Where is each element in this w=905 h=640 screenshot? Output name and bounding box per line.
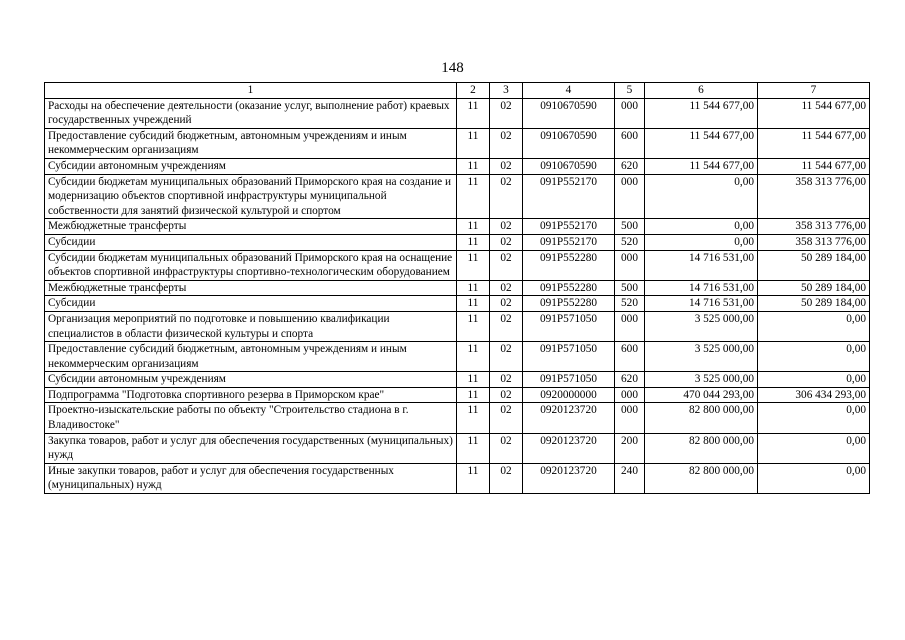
section-cell: 11 bbox=[457, 128, 490, 158]
column-header: 4 bbox=[523, 83, 615, 99]
column-header: 5 bbox=[615, 83, 645, 99]
amount-col7-cell: 11 544 677,00 bbox=[758, 158, 870, 174]
column-header: 7 bbox=[758, 83, 870, 99]
amount-col7-cell: 11 544 677,00 bbox=[758, 98, 870, 128]
amount-col7-cell: 0,00 bbox=[758, 372, 870, 388]
section-cell: 11 bbox=[457, 296, 490, 312]
column-header: 6 bbox=[645, 83, 758, 99]
row-name-cell: Организация мероприятий по подготовке и повышению квалификации специалистов в области физической культуры и спорта bbox=[45, 311, 457, 341]
row-name-cell: Субсидии bbox=[45, 234, 457, 250]
table-row bbox=[45, 296, 870, 312]
section-cell: 11 bbox=[457, 311, 490, 341]
expense-type-cell: 000 bbox=[615, 387, 645, 403]
expense-type-cell: 500 bbox=[615, 280, 645, 296]
subsection-cell: 02 bbox=[490, 98, 523, 128]
row-name-cell: Расходы на обеспечение деятельности (оказание услуг, выполнение работ) краевых государственных учреждений bbox=[45, 98, 457, 128]
subsection-cell: 02 bbox=[490, 387, 523, 403]
row-name-cell: Проектно-изыскательские работы по объекту "Строительство стадиона в г. Владивостоке" bbox=[45, 403, 457, 433]
table-row bbox=[45, 174, 870, 219]
target-code-cell: 0920123720 bbox=[523, 463, 615, 493]
header-row bbox=[45, 83, 870, 99]
table-row bbox=[45, 128, 870, 158]
subsection-cell: 02 bbox=[490, 250, 523, 280]
section-cell: 11 bbox=[457, 372, 490, 388]
row-name-cell: Субсидии бюджетам муниципальных образований Приморского края на создание и модернизацию объектов спортивной инфраструктуры муниципальной собственности для занятий физической культурой и спортом bbox=[45, 174, 457, 219]
table-row bbox=[45, 311, 870, 341]
table-row bbox=[45, 463, 870, 493]
expense-type-cell: 200 bbox=[615, 433, 645, 463]
amount-col6-cell: 0,00 bbox=[645, 174, 758, 219]
subsection-cell: 02 bbox=[490, 280, 523, 296]
table-row bbox=[45, 98, 870, 128]
table-row bbox=[45, 280, 870, 296]
row-name-cell: Иные закупки товаров, работ и услуг для обеспечения государственных (муниципальных) нужд bbox=[45, 463, 457, 493]
column-header: 3 bbox=[490, 83, 523, 99]
section-cell: 11 bbox=[457, 403, 490, 433]
amount-col6-cell: 3 525 000,00 bbox=[645, 372, 758, 388]
section-cell: 11 bbox=[457, 158, 490, 174]
target-code-cell: 091P552170 bbox=[523, 174, 615, 219]
expense-type-cell: 620 bbox=[615, 158, 645, 174]
amount-col6-cell: 3 525 000,00 bbox=[645, 342, 758, 372]
amount-col6-cell: 82 800 000,00 bbox=[645, 403, 758, 433]
row-name-cell: Межбюджетные трансферты bbox=[45, 280, 457, 296]
amount-col6-cell: 470 044 293,00 bbox=[645, 387, 758, 403]
section-cell: 11 bbox=[457, 463, 490, 493]
amount-col6-cell: 14 716 531,00 bbox=[645, 250, 758, 280]
row-name-cell: Предоставление субсидий бюджетным, автономным учреждениям и иным некоммерческим организациям bbox=[45, 128, 457, 158]
table-row bbox=[45, 387, 870, 403]
target-code-cell: 0920123720 bbox=[523, 433, 615, 463]
table-row bbox=[45, 234, 870, 250]
amount-col6-cell: 0,00 bbox=[645, 234, 758, 250]
target-code-cell: 091P552280 bbox=[523, 296, 615, 312]
budget-table bbox=[44, 82, 870, 494]
row-name-cell: Субсидии bbox=[45, 296, 457, 312]
target-code-cell: 0910670590 bbox=[523, 128, 615, 158]
subsection-cell: 02 bbox=[490, 372, 523, 388]
section-cell: 11 bbox=[457, 387, 490, 403]
section-cell: 11 bbox=[457, 219, 490, 235]
amount-col6-cell: 11 544 677,00 bbox=[645, 98, 758, 128]
amount-col7-cell: 50 289 184,00 bbox=[758, 296, 870, 312]
table-row bbox=[45, 403, 870, 433]
expense-type-cell: 000 bbox=[615, 403, 645, 433]
target-code-cell: 091P571050 bbox=[523, 311, 615, 341]
target-code-cell: 0920123720 bbox=[523, 403, 615, 433]
amount-col6-cell: 11 544 677,00 bbox=[645, 128, 758, 158]
subsection-cell: 02 bbox=[490, 403, 523, 433]
expense-type-cell: 600 bbox=[615, 128, 645, 158]
amount-col7-cell: 0,00 bbox=[758, 342, 870, 372]
amount-col7-cell: 358 313 776,00 bbox=[758, 234, 870, 250]
target-code-cell: 091P552170 bbox=[523, 219, 615, 235]
expense-type-cell: 520 bbox=[615, 234, 645, 250]
amount-col7-cell: 50 289 184,00 bbox=[758, 250, 870, 280]
expense-type-cell: 520 bbox=[615, 296, 645, 312]
subsection-cell: 02 bbox=[490, 234, 523, 250]
expense-type-cell: 600 bbox=[615, 342, 645, 372]
amount-col7-cell: 0,00 bbox=[758, 311, 870, 341]
amount-col7-cell: 11 544 677,00 bbox=[758, 128, 870, 158]
row-name-cell: Субсидии автономным учреждениям bbox=[45, 158, 457, 174]
amount-col7-cell: 358 313 776,00 bbox=[758, 219, 870, 235]
amount-col6-cell: 11 544 677,00 bbox=[645, 158, 758, 174]
amount-col6-cell: 14 716 531,00 bbox=[645, 280, 758, 296]
column-header: 1 bbox=[45, 83, 457, 99]
expense-type-cell: 000 bbox=[615, 311, 645, 341]
row-name-cell: Субсидии бюджетам муниципальных образований Приморского края на оснащение объектов спортивной инфраструктуры спортивно-технологическим оборудованием bbox=[45, 250, 457, 280]
target-code-cell: 091P571050 bbox=[523, 372, 615, 388]
section-cell: 11 bbox=[457, 250, 490, 280]
section-cell: 11 bbox=[457, 433, 490, 463]
amount-col6-cell: 3 525 000,00 bbox=[645, 311, 758, 341]
subsection-cell: 02 bbox=[490, 128, 523, 158]
section-cell: 11 bbox=[457, 342, 490, 372]
target-code-cell: 091P552170 bbox=[523, 234, 615, 250]
page-number: 148 bbox=[441, 60, 464, 76]
amount-col7-cell: 358 313 776,00 bbox=[758, 174, 870, 219]
target-code-cell: 091P552280 bbox=[523, 280, 615, 296]
row-name-cell: Субсидии автономным учреждениям bbox=[45, 372, 457, 388]
subsection-cell: 02 bbox=[490, 433, 523, 463]
target-code-cell: 0920000000 bbox=[523, 387, 615, 403]
column-header: 2 bbox=[457, 83, 490, 99]
subsection-cell: 02 bbox=[490, 296, 523, 312]
row-name-cell: Закупка товаров, работ и услуг для обеспечения государственных (муниципальных) нужд bbox=[45, 433, 457, 463]
subsection-cell: 02 bbox=[490, 158, 523, 174]
target-code-cell: 091P571050 bbox=[523, 342, 615, 372]
subsection-cell: 02 bbox=[490, 342, 523, 372]
expense-type-cell: 000 bbox=[615, 174, 645, 219]
amount-col7-cell: 306 434 293,00 bbox=[758, 387, 870, 403]
expense-type-cell: 000 bbox=[615, 98, 645, 128]
amount-col7-cell: 0,00 bbox=[758, 433, 870, 463]
row-name-cell: Подпрограмма "Подготовка спортивного резерва в Приморском крае" bbox=[45, 387, 457, 403]
section-cell: 11 bbox=[457, 174, 490, 219]
subsection-cell: 02 bbox=[490, 174, 523, 219]
table-row bbox=[45, 250, 870, 280]
target-code-cell: 0910670590 bbox=[523, 158, 615, 174]
table-row bbox=[45, 158, 870, 174]
row-name-cell: Межбюджетные трансферты bbox=[45, 219, 457, 235]
expense-type-cell: 500 bbox=[615, 219, 645, 235]
amount-col7-cell: 0,00 bbox=[758, 403, 870, 433]
amount-col7-cell: 0,00 bbox=[758, 463, 870, 493]
section-cell: 11 bbox=[457, 98, 490, 128]
amount-col6-cell: 82 800 000,00 bbox=[645, 433, 758, 463]
amount-col6-cell: 82 800 000,00 bbox=[645, 463, 758, 493]
subsection-cell: 02 bbox=[490, 311, 523, 341]
row-name-cell: Предоставление субсидий бюджетным, автономным учреждениям и иным некоммерческим организациям bbox=[45, 342, 457, 372]
section-cell: 11 bbox=[457, 280, 490, 296]
amount-col6-cell: 0,00 bbox=[645, 219, 758, 235]
target-code-cell: 091P552280 bbox=[523, 250, 615, 280]
expense-type-cell: 620 bbox=[615, 372, 645, 388]
section-cell: 11 bbox=[457, 234, 490, 250]
target-code-cell: 0910670590 bbox=[523, 98, 615, 128]
amount-col7-cell: 50 289 184,00 bbox=[758, 280, 870, 296]
expense-type-cell: 240 bbox=[615, 463, 645, 493]
table-row bbox=[45, 433, 870, 463]
expense-type-cell: 000 bbox=[615, 250, 645, 280]
subsection-cell: 02 bbox=[490, 219, 523, 235]
table-row bbox=[45, 219, 870, 235]
amount-col6-cell: 14 716 531,00 bbox=[645, 296, 758, 312]
subsection-cell: 02 bbox=[490, 463, 523, 493]
table-row bbox=[45, 342, 870, 372]
table-row bbox=[45, 372, 870, 388]
